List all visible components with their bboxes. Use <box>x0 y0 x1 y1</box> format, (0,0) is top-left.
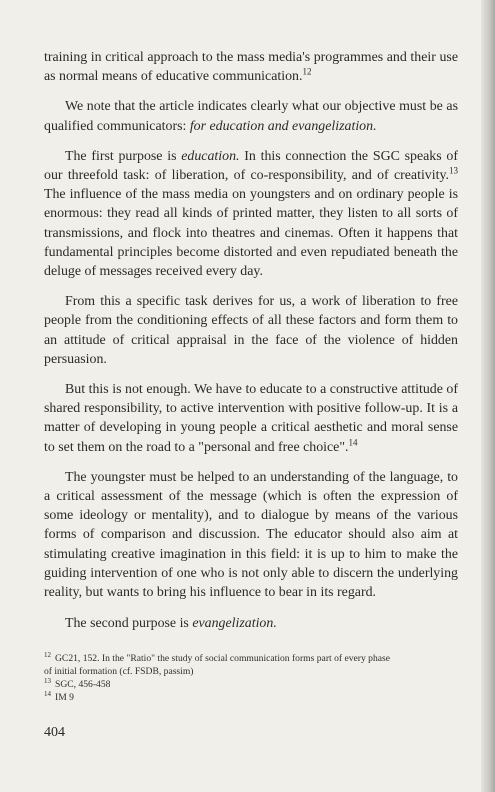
paragraph-4: From this a specific task derives for us, a work of liberation to free people from the conditioning effects of all these factors and form them to an attitude of critical appraisal in the face of the violence of hidden persuasion. <box>44 294 458 367</box>
paragraph-6: The youngster must be helped to an understanding of the language, to a critical assessment of the message (which is often the expression of some ideology or mentality), and to dialogue by means of the various forms of comparison and discussion. The educator should also aim at stimulating creative imagination in this field: it is up to him to make the guiding intervention of one who is not only able to discern the underlying reality, but wants to bring his influence to bear in its regard. <box>44 469 458 601</box>
paragraph-7: The second purpose is evangelization. <box>65 616 277 632</box>
paragraph-5: But this is not enough. We have to educate to a constructive attitude of shared responsibility, to active intervention with positive follow-up. It is a matter of developing in young people a critical aesthetic and moral sense to set them on the road to a "personal and free choice".$^{14}$ <box>44 382 458 455</box>
page-number: 404 <box>44 725 65 740</box>
footnote-14: $^{14}$ IM 9 <box>44 689 74 703</box>
footnote-12-continued: of initial formation (cf. FSDB, passim) <box>44 666 194 677</box>
footnote-ref-14: 14 <box>348 437 358 448</box>
footnote-ref-13: 13 <box>449 165 458 176</box>
footnotes <box>44 652 458 704</box>
footnote-ref-12: 12 <box>302 66 312 77</box>
paragraph-3: The first purpose is education. In this connection the SGC speaks of our threefold task: of liberation, of co-responsibility, and of creativity.$^{13}$ The influence of the mass media on youngsters and on ordinary people is enormous: they read all kinds of printed matter, they listen to all sorts of transmissions, and flock into theatres and cinemas. Often it happens that fundamental principles become distorted and even repudiated beneath the deluge of messages received every day. <box>44 148 458 280</box>
page-body <box>44 48 458 633</box>
paragraph-1: training in critical approach to the mass media's programmes and their use as normal means of educative communication.$^{12}$ <box>44 50 458 85</box>
paragraph-2: We note that the article indicates clearly what our objective must be as qualified communicators: for education and evangelization. <box>44 99 458 134</box>
page-edge-shadow <box>481 0 495 792</box>
footnote-13: $^{13}$ SGC, 456-458 <box>44 676 111 690</box>
footnote-12: $^{12}$ GC21, 152. In the "Ratio" the study of social communication forms part of every phase <box>44 650 391 664</box>
